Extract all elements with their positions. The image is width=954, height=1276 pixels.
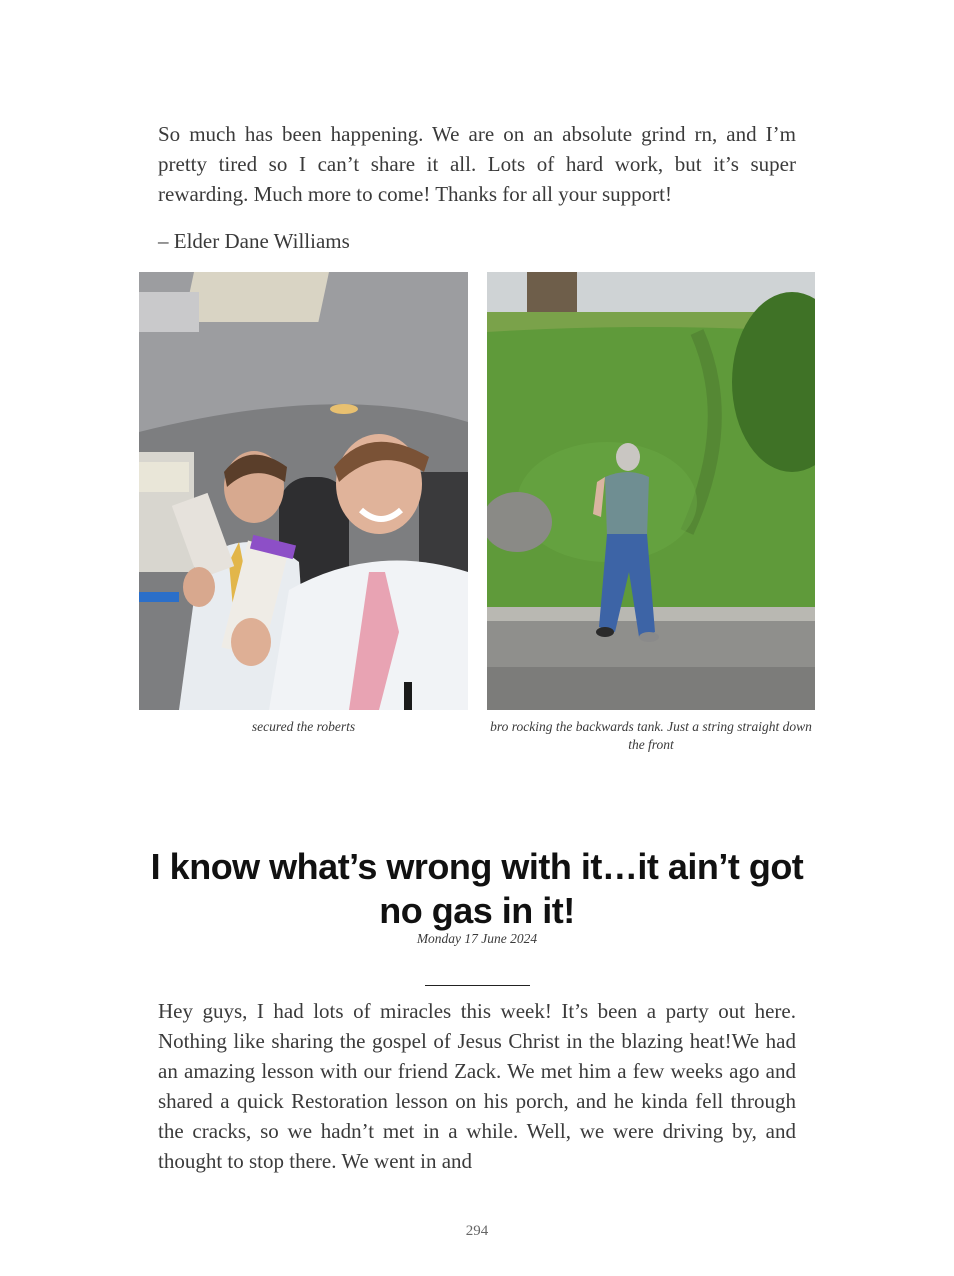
photo-caption-right: bro rocking the backwards tank. Just a string straight down the front [490,719,812,752]
post-date: Monday 17 June 2024 [416,931,538,946]
signature: – Elder Dane Williams [158,229,350,253]
page-number: 294 [465,1223,489,1239]
title-divider [425,985,530,986]
car-selfie-photo [139,272,468,710]
photo-caption-left: secured the roberts [251,719,356,734]
intro-paragraph: So much has been happening. We are on an absolute grind rn, and I’m pretty tired so I can’t share it all. Lots of hard work, but it’s super rewarding. Much more to come! Thanks for all your support! [158,122,796,206]
post-body: Hey guys, I had lots of miracles this week! It’s been a party out here. Nothing like sharing the gospel of Jesus Christ in the blazing heat!We had an amazing lesson with our friend Zack. We met him a few weeks ago and shared a quick Restoration lesson on his porch, and he kinda fell through the cracks, so we hadn’t met in a while. Well, we were driving by, and thought to stop there. We went in and [158,999,796,1173]
post-title: I know what’s wrong with it…it ain’t got no gas in it! [150,846,804,931]
backwards-tank-photo [487,272,815,710]
